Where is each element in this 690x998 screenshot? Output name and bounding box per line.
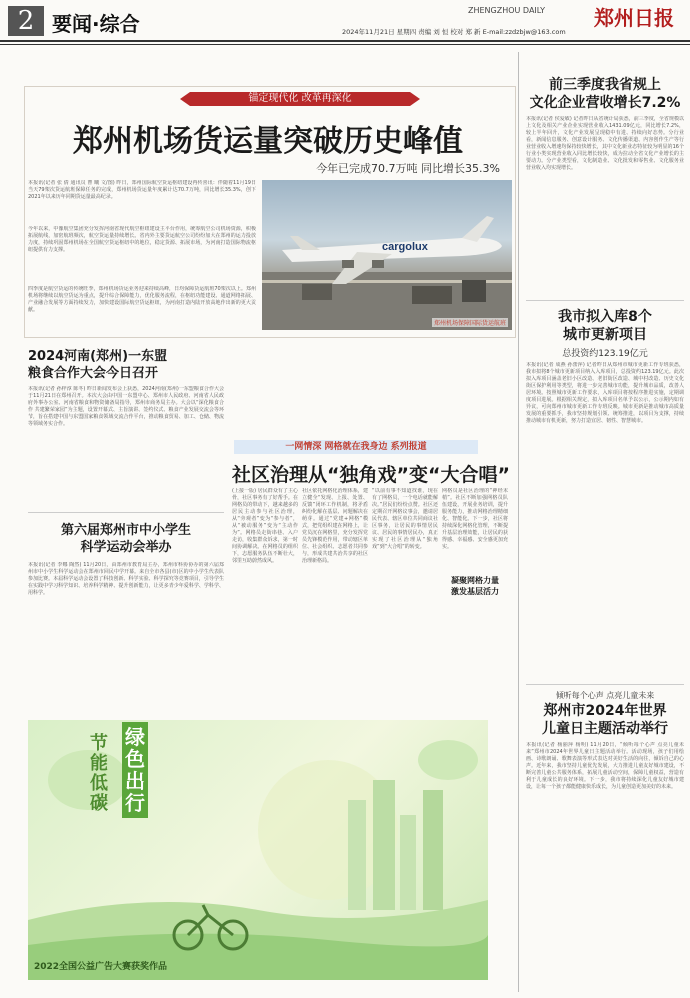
paper-name-en: ZHENGZHOU DAILY — [468, 6, 546, 15]
urban-renewal-headline — [526, 308, 684, 344]
ad-slogan-line1: 节能 — [90, 733, 108, 774]
urban-renewal-body: 本报讯(记者 成燕 孙蕾萍) 记者昨日从郑州市城市更新工作专班获悉，我市拟将8个城市更新项目纳入入库项目，总投资约123.19亿元。此次拟入库项目涵盖老旧小区改造、老旧街区改造、城中村改造、历史文化街区保护利用等类型，将进一步完善城市功能，提升城市品质，改善人居环境。按照城市更新工作要求，入库项目将按程序推进实施，定期调度项目进展。根据相关规定，拟入库项目名单予以公示，公示期内如有异议，可向郑州市城市更新工作专班反映。城市更新是推动城市高质量发展的重要抓手，我市坚持规划引领、统筹推进，以项目为支撑，持续推动城市有机更新，努力打造宜居、韧性、智慧城市。 — [526, 362, 684, 424]
main-lead: 本报讯(记者 张 倩 通讯员 曹 曦 文/图) 昨日，郑州国际航空货运枢纽建设再传喜讯：伴随着11月19日当天79架次货运航班保障任务的完成，郑州机场货运量年度累计达70.7万吨，同比增长35.3%，创下2021年以来历年同期货运量最高纪录。 — [28, 180, 256, 200]
governance-col-4: 网格员是社区治理的“神经末梢”。社区不断加强网格员队伍建设，开展业务培训，提升服务能力，推动网格治理精细化、智能化。下一步，社区将持续深化网格化管理，不断提升基层治理效能，让居民的获得感、幸福感、安全感更加充实。 — [442, 488, 508, 550]
main-story-frame — [24, 86, 516, 338]
culture-body: 本报讯(记者 侯爱敏) 记者昨日从省统计局获悉，前三季度，全省规模以上文化及相关产业企业实现营业收入1431.09亿元，同比增长7.2%，较上半年回升，文化产业发展呈现稳中有进、持续向好态势。分行业看，新闻信息服务、创意设计服务、文化传播渠道、内容创作生产等行业营业收入增速均保持较快增长，其中文化新业态特征较为明显的16个行业小类实现营业收入同比增长较快，成为拉动全省文化产业增长的主要动力。分产业类型看，文化制造业、文化批发和零售业、文化服务业营业收入均实现增长。 — [526, 116, 684, 171]
paper-logo: 郑州日报 — [594, 6, 674, 30]
children-day-body: 本报讯(记者 杨丽萍 杨明) 11月20日，“倾听每个心声 点亮儿童未来”郑州市2024年世界儿童日主题活动举行。活动现场，孩子们用绘画、诗歌朗诵、歌舞表演等形式表达对美好生活的向往，倾诉自己的心声。近年来，我市坚持儿童优先发展，大力推进儿童友好城市建设，不断完善儿童公共服务体系，拓展儿童活动空间，保障儿童权益，营造有利于儿童成长的良好环境。下一步，我市将持续深化儿童友好城市建设，让每一个孩子都能健康快乐成长，为儿童创造更加美好的未来。 — [526, 742, 684, 790]
main-subhead: 今年已完成70.7万吨 同比增长35.3% — [316, 162, 500, 175]
section-title: 要闻·综合 — [52, 12, 140, 36]
column-divider — [518, 52, 519, 992]
governance-subhead — [442, 575, 508, 597]
asean-headline-line2: 粮食合作大会今日召开 — [28, 366, 159, 381]
asean-body: 本报讯(记者 孙梓淳 陈冬) 昨日新闻发布会上获悉，2024河南(郑州)一东盟粮食合作大会于11月21日在郑州召开。本次大会由中国一东盟中心、郑州市人民政府、河南省人民政府外事办公室、河南省粮食和物资储备局指导，郑州市商务局主办。大会以“深化粮食合作 共建繁荣家园”为主题，设置开幕式、主旨演讲、签约仪式、粮食产业发展交流会等环节，旨在搭建中国与东盟国家粮食领域交流合作平台，推动粮食贸易、加工、仓储、物流等领域务实合作。 — [28, 386, 224, 427]
ad-slogan-line4: 出行 — [125, 769, 145, 815]
main-body-1: 今年以来，中豫航空集团充分发挥河南省现代航空枢纽建设主平台作用，统筹航空公司机场资源，积极拓展航线，加密航班频次，航空货运量持续增长。省内外主要货运航空公司纷纷加大在郑州的运力投放力度，持续巩固郑州机场在全国航空货运枢纽中的地位，稳定货源、拓展市场，为河南打造国际物流枢纽提供有力支撑。 — [28, 226, 256, 253]
children-day-headline-line1: 郑州市2024年世界 — [543, 703, 667, 719]
children-day-headline-line2: 儿童日主题活动举行 — [542, 721, 668, 737]
children-day-headline — [526, 702, 684, 738]
asean-headline-line1: 2024河南(郑州)一东盟 — [28, 349, 168, 364]
culture-headline-line2: 文化企业营收增长7.2% — [529, 95, 681, 111]
header-rule — [0, 40, 690, 42]
science-games-headline-line1: 第六届郑州市中小学生 — [60, 523, 191, 538]
divider — [526, 300, 684, 301]
ad-slogan-line3: 绿色 — [125, 725, 145, 771]
asean-headline — [28, 348, 224, 382]
issue-meta: 2024年11月21日 星期四 责编 刘 恒 校对 郑 新 E-mail:zzdzbjw@163.com — [342, 28, 566, 36]
science-games-headline-line2: 科学运动会举办 — [80, 540, 172, 555]
culture-headline-line1: 前三季度我省规上 — [549, 77, 661, 93]
plane-livery-text: cargolux — [382, 241, 428, 253]
main-headline: 郑州机场货运量突破历史峰值 — [73, 124, 463, 159]
divider — [28, 512, 224, 513]
public-service-ad — [28, 720, 488, 980]
governance-col-2: 社区依托网格化治理体系，建立健全“发现、上报、处置、反馈”闭环工作机制，将矛盾纠纷化解在基层、问题解决在萌芽。通过“党建+网格”模式，把党组织建在网格上，让党员沉在网格里，充分发挥党员先锋模范作用，带动辖区单位、社会组织、志愿者共同参与，形成共建共治共享的社区治理新格局。 — [302, 488, 368, 564]
photo-caption: 郑州机场保障国际货运航班 — [433, 320, 506, 327]
ad-slogan-1 — [90, 734, 110, 814]
children-day-kicker: 倾听每个心声 点亮儿童未来 — [555, 691, 655, 700]
header-rule-thin — [0, 44, 690, 45]
urban-renewal-headline-line2: 城市更新项目 — [563, 327, 647, 343]
urban-renewal-subhead: 总投资约123.19亿元 — [562, 349, 648, 359]
governance-col-3: “以前有事不知道找谁，现在有了网格员，一个电话就能解决。”居民们纷纷点赞。社区还定期召开网格议事会，邀请居民代表、辖区单位共同商议社区事务，让居民的事情居民议、居民的事情居民办，真正实现了社区治理从“独角戏”到“大合唱”的转变。 — [372, 488, 438, 550]
series-tag: 一网情深 网格就在我身边 系列报道 — [234, 440, 478, 454]
ad-caption: 2022全国公益广告大赛获奖作品 — [34, 962, 168, 972]
ad-slogan-line2: 低碳 — [90, 773, 108, 814]
culture-headline — [526, 76, 684, 112]
governance-headline: 社区治理从“独角戏”变“大合唱” — [232, 464, 510, 486]
series-banner: 锚定现代化 改革再深化 — [190, 92, 410, 106]
page-number: 2 — [8, 6, 44, 36]
divider — [526, 684, 684, 685]
governance-col-1: (上接一版) 居民群众有了主心骨，社区事务有了好帮手。在网格员的带动下，越来越多的居民主动参与社区治理，从“旁观者”变为“参与者”，从“被动服务”变为“主动作为”。网格员走街串巷、入户走访，收集群众诉求，第一时间协调解决。在网格员的组织下，志愿服务队伍不断壮大，邻里互助蔚然成风。 — [232, 488, 298, 564]
governance-subhead-line1: 凝聚网格力量 — [451, 576, 499, 585]
main-body-2: 四季度是航空货运的传统旺季，郑州机场货运业务迎来持续高峰，日均保障货运航班70架次以上。郑州机场将继续以航空货运为重点，提升综合保障能力，优化服务流程，在枢纽功能建设、通道网络拓展、产业融合发展等方面持续发力，加快建设国际航空货运枢纽，为河南打造内陆开放高地作出新的更大贡献。 — [28, 286, 256, 313]
urban-renewal-headline-line1: 我市拟入库8个 — [558, 309, 652, 325]
governance-subhead-line2: 激发基层活力 — [451, 587, 499, 596]
science-games-headline — [28, 522, 224, 556]
science-games-body: 本报讯(记者 李娜 陶然) 11月20日，由郑州市教育局主办，郑州市科协协办的第六届郑州市中小学生科学运动会在郑州市回民中学开幕。来自全市各县(市)区的中小学生代表队参加比赛。本届科学运动会设置了科技创新、科学实验、科学探究等竞赛项目，引导学生在实践中学习科学知识、培养科学精神、提升创新能力，让更多青少年爱科学、学科学、用科学。 — [28, 562, 224, 596]
ad-slogan-2 — [122, 722, 148, 818]
